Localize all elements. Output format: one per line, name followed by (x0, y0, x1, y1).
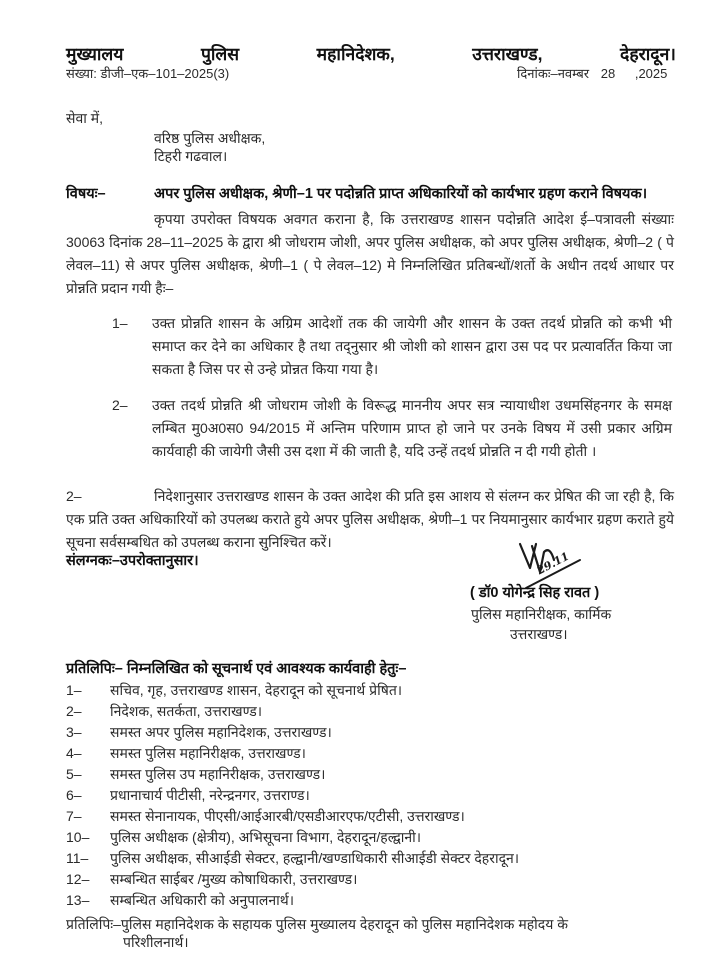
final-copy-text-continued: परिशीलनार्थ। (123, 934, 189, 950)
copy-to-number: 4– (66, 745, 82, 761)
copy-to-item (66, 869, 519, 890)
condition-item (112, 394, 676, 463)
copy-to-text: समस्त सेनानायक, पीएसी/आईआरबी/एसडीआरएफ/एटीसी, उत्तराखण्ड। (110, 808, 465, 824)
copy-to-number: 10– (66, 829, 90, 845)
copy-to-text: निदेशक, सतर्कता, उत्तराखण्ड। (110, 703, 263, 719)
date-line (517, 64, 667, 84)
letterhead (66, 42, 676, 66)
letterhead-word: पुलिस (200, 44, 240, 64)
letterhead-word: महानिदेशक, (316, 44, 395, 64)
letterhead-word: उत्तराखण्ड, (472, 44, 543, 64)
enclosure-note: संलग्नकः–उपरोक्तानुसार। (66, 553, 199, 569)
paragraph-2-number: 2– (66, 488, 82, 504)
copy-to-number: 7– (66, 808, 82, 824)
condition-number: 1– (112, 315, 128, 331)
addressee-line-2: टिहरी गढवाल। (154, 148, 228, 164)
reference-number: संख्या: डीजी–एक–101–2025(3) (66, 66, 230, 81)
condition-text: उक्त प्रोन्नति शासन के अग्रिम आदेशों तक की जायेगी और शासन के उक्त तदर्थ प्रोन्नति को कभी भी समाप्त कर देने का अधिकार है तथा तद्नुसार श्री जोशी को शासन द्वारा उस पद पर प्रत्यावर्तित किया जा सकता है जिस पर से उन्हे प्रोन्नत किया गया है। (152, 315, 672, 377)
final-copy-line (66, 914, 568, 934)
signatory-name: ( डॉ0 योगेन्द्र सिह रावत ) (470, 585, 600, 601)
copy-to-number: 13– (66, 892, 90, 908)
copy-to-text: पुलिस अधीक्षक, सीआईडी सेक्टर, हल्द्वानी/खण्डाधिकारी सीआईडी सेक्टर देहरादून। (110, 850, 520, 866)
condition-number: 2– (112, 397, 128, 413)
copy-to-text: सम्बन्धित साईबर /मुख्य कोषाधिकारी, उत्तराखण्ड। (110, 871, 358, 887)
copy-to-heading: प्रतिलिपिः– निम्नलिखित को सूचनार्थ एवं आवश्यक कार्यवाही हेतुः– (66, 661, 407, 677)
copy-to-item (66, 827, 519, 848)
paragraph-2-text: निदेशानुसार उत्तराखण्ड शासन के उक्त आदेश की प्रति इस आशय से संलग्न कर प्रेषित की जा रही है, कि एक प्रति उक्त अधिकारियों को उपलब्ध कराते हुये अपर पुलिस अधीक्षक, श्रेणी–1 पर नियमानुसार कार्यभार ग्रहण कराते हुये सूचना सर्वसम्बधित को उपलब्ध कराना सुनिश्चित करें। (66, 488, 674, 550)
copy-to-number: 5– (66, 766, 82, 782)
copy-to-text: सचिव, गृह, उत्तराखण्ड शासन, देहरादून को सूचनार्थ प्रेषित। (110, 682, 403, 698)
copy-to-item (66, 764, 519, 785)
copy-to-item (66, 743, 519, 764)
copy-to-number: 6– (66, 787, 82, 803)
final-copy-text: पुलिस महानिदेशक के सहायक पुलिस मुख्यालय देहरादून को पुलिस महानिदेशक महोदय के (120, 916, 568, 932)
copy-to-text: समस्त पुलिस उप महानिरीक्षक, उत्तराखण्ड। (110, 766, 326, 782)
intro-paragraph: कृपया उपरोक्त विषयक अवगत कराना है, कि उत्तराखण्ड शासन पदोन्नति आदेश ई–पत्रावली संख्याः 30063 दिनांक 28–11–2025 के द्वारा श्री जोधराम जोशी, अपर पुलिस अधीक्षक, को अपर पुलिस अधीक्षक, श्रेणी–2 ( पे लेवल–11) से अपर पुलिस अधीक्षक, श्रेणी–1 ( पे लेवल–12) मे निम्नलिखित प्रतिबन्धों/शर्तो के अधीन तदर्थ आधार पर प्रोन्नति प्रदान गयी हैः– (66, 211, 674, 296)
salutation: सेवा में, (66, 110, 104, 126)
final-copy-label: प्रतिलिपिः– (66, 916, 121, 932)
copy-to-text: प्रधानाचार्य पीटीसी, नरेन्द्रनगर, उत्तराण्ड। (110, 787, 310, 803)
condition-text: उक्त तदर्थ प्रोन्नति श्री जोधराम जोशी के विरूद्ध माननीय अपर सत्र न्यायाधीश उधमसिंहनगर के समक्ष लम्बित मु0अ0स0 94/2015 में अन्तिम परिणाम प्राप्त हो जाने पर उनके विषय में उसी प्रकार अग्रिम कार्यवाही की जायेगी जैसी उस दशा में की जाती है, यदि उन्हें तदर्थ प्रोन्नति न दी गयी होती । (152, 397, 672, 459)
subject-text: अपर पुलिस अधीक्षक, श्रेणी–1 पर पदोन्नति प्राप्त अधिकारियों को कार्यभार ग्रहण कराने विषयक। (154, 186, 648, 202)
signature-date-mark: 29.11 (534, 549, 572, 578)
copy-to-item (66, 785, 519, 806)
copy-to-number: 11– (66, 850, 89, 866)
subject-label: विषयः– (66, 186, 106, 202)
copy-to-text: समस्त अपर पुलिस महानिदेशक, उत्तराखण्ड। (110, 724, 332, 740)
copy-to-number: 12– (66, 871, 90, 887)
copy-to-text: सम्बन्धित अधिकारी को अनुपालनार्थ। (110, 892, 294, 908)
copy-to-item (66, 680, 519, 701)
condition-item (112, 312, 676, 381)
copy-to-number: 2– (66, 703, 82, 719)
copy-to-item (66, 848, 519, 869)
copy-to-item (66, 806, 519, 827)
date-label: दिनांकः–नवम्बर (517, 66, 590, 81)
date-day: 28 (600, 66, 616, 81)
signatory-designation: पुलिस महानिरीक्षक, कार्मिक (471, 606, 612, 622)
copy-to-item (66, 722, 519, 743)
copy-to-item (66, 701, 519, 722)
copy-to-text: समस्त पुलिस महानिरीक्षक, उत्तराखण्ड। (110, 745, 306, 761)
addressee-line-1: वरिष्ठ पुलिस अधीक्षक, (154, 130, 266, 146)
copy-to-text: पुलिस अधीक्षक (क्षेत्रीय), अभिसूचना विभाग, देहरादून/हल्द्वानी। (110, 829, 422, 845)
copy-to-list (66, 680, 519, 911)
signatory-place: उत्तराखण्ड। (510, 626, 568, 642)
date-year: ,2025 (634, 66, 668, 81)
letterhead-word: देहरादून। (620, 44, 676, 64)
letterhead-word: मुख्यालय (66, 44, 124, 64)
copy-to-number: 1– (66, 682, 82, 698)
copy-to-number: 3– (66, 724, 82, 740)
copy-to-item (66, 890, 519, 911)
